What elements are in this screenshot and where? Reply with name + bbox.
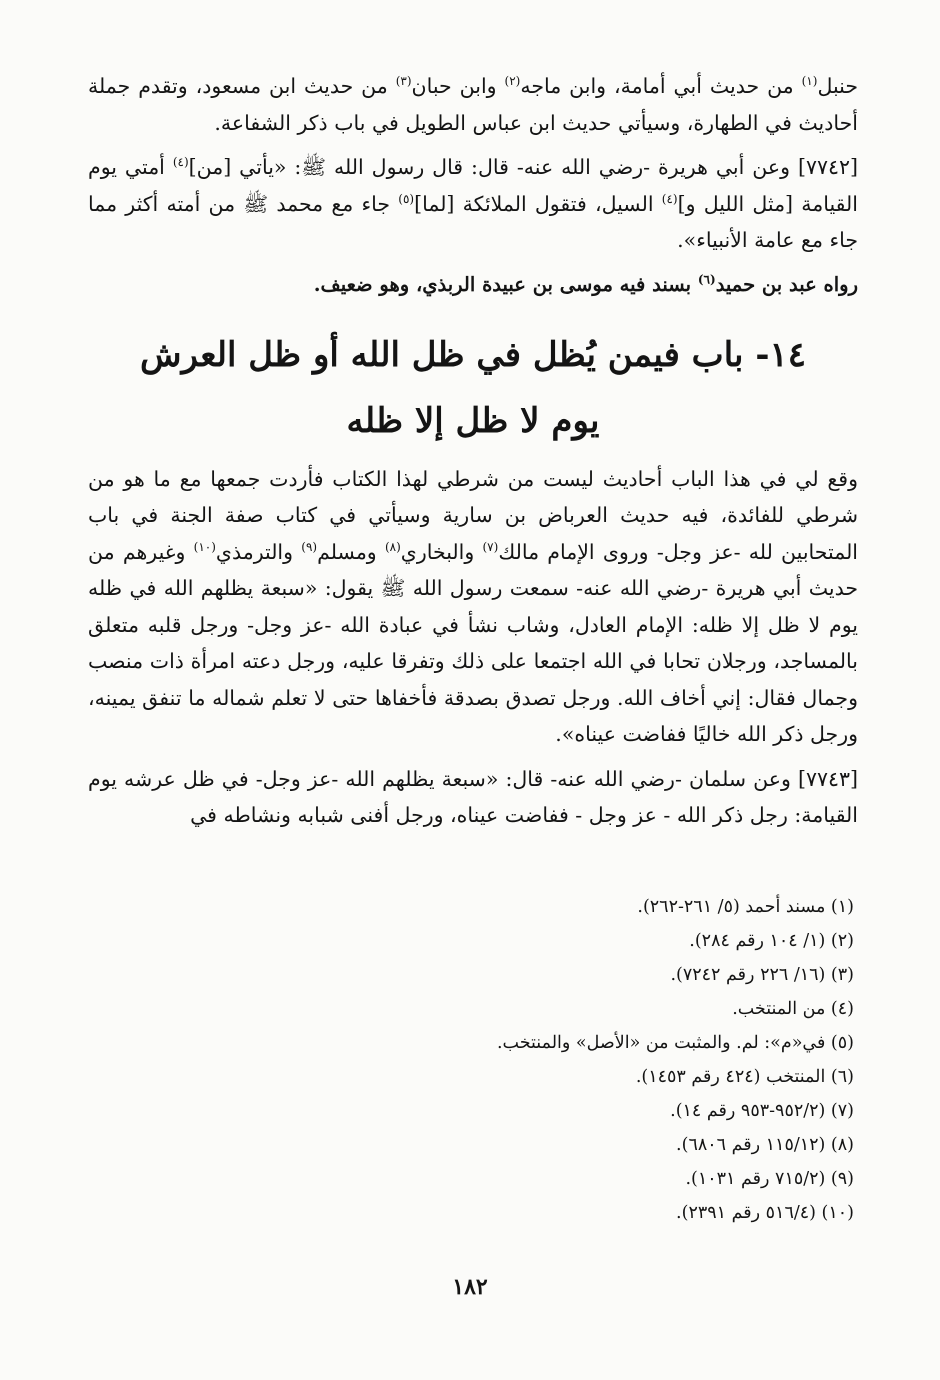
footnote: (٥) في«م»: لم. والمثبت من «الأصل» والمنتخب. — [496, 1033, 854, 1053]
text-run: ومسلم — [317, 539, 385, 564]
footnote: (١٠) (٥١٦/٤ رقم ٢٣٩١). — [676, 1203, 854, 1223]
text-run: حنبل — [817, 74, 859, 98]
footnote: (٩) (٧١٥/٢ رقم ١٠٣١). — [685, 1169, 854, 1189]
page-number: ١٨٢ — [452, 1274, 488, 1300]
footnote-ref: (٥) — [398, 191, 415, 206]
footnote-ref: (٨) — [384, 539, 401, 554]
text-run: بسند فيه موسى بن عبيدة الربذي، وهو ضعيف. — [313, 272, 698, 296]
text-run: وغيرهم من حديث أبي هريرة -رضي الله عنه- سمعت رسول الله ﷺ يقول: «سبعة يظلهم الله في ظله يوم لا ظل إلا ظله: الإمام العادل، وشاب نشأ في عبادة الله -عز وجل- ورجل قلبه متعلق بالمساجد، ورجلان تحابا في الله اجتمعا على ذلك وتفرقا عليه، ورجل دعته امرأة ذات منصب وجمال فقال: إني أخاف الله. ورجل تصدق بصدقة فأخفاها حتى لا تعلم شماله ما تنفق يمينه، ورجل ذكر الله خاليًا ففاضت عيناه». — [88, 539, 858, 746]
main-text — [88, 68, 858, 834]
paragraph-1 — [88, 68, 858, 141]
text-run: وقع لي في هذا الباب أحاديث ليست من شرطي لهذا الكتاب فأردت جمعها مع ما هو من شرطي للفائدة، فيه حديث العرباض بن سارية وسيأتي في كتاب صفة الجنة في باب المتحابين لله -عز وجل- وروى الإمام مالك — [88, 466, 859, 564]
footnote: (٤) من المنتخب. — [732, 999, 854, 1019]
footnote-ref: (١) — [801, 74, 818, 89]
footnote-ref: (٣) — [395, 74, 412, 89]
footnote-ref: (٤) — [172, 155, 189, 170]
paragraph-intro — [88, 461, 858, 753]
hadith-7742 — [88, 149, 858, 259]
narration-note — [88, 267, 858, 303]
hadith-7743: [٧٧٤٣] وعن سلمان -رضي الله عنه- قال: «سبعة يظلهم الله -عز وجل- في ظل عرشه يوم القيامة: رجل ذكر الله - عز وجل - ففاضت عيناه، ورجل أفنى شبابه ونشاطه في — [88, 766, 858, 827]
footnote: (٦) المنتخب (٤٢٤ رقم ١٤٥٣). — [635, 1067, 854, 1087]
text-run: من حديث أبي أمامة، وابن ماجه — [520, 74, 802, 98]
footnote-ref: (٦) — [697, 272, 716, 286]
footnote-ref: (١٠) — [193, 539, 216, 554]
text-run: جاء مع محمد ﷺ من أمته أكثر مما جاء مع عامة الأنبياء». — [88, 191, 858, 252]
footnote-ref: (٢) — [504, 74, 521, 89]
chapter-heading-line-2: يوم لا ظل إلا ظله — [346, 400, 600, 441]
footnote-ref: (٩) — [301, 539, 318, 554]
text-run: أمتي يوم القيامة [مثل الليل و] — [88, 155, 858, 216]
text-run: من حديث ابن مسعود، وتقدم جملة أحاديث في الطهارة، وسيأتي حديث ابن عباس الطويل في باب ذكر الشفاعة. — [88, 74, 858, 135]
chapter-heading: ١٤- باب فيمن يُظل في ظل الله أو ظل العرش — [140, 334, 806, 375]
text-run: رواه عبد بن حميد — [715, 272, 858, 296]
text-run: [٧٧٤٢] وعن أبي هريرة -رضي الله عنه- قال: قال رسول الله ﷺ: «يأتي [من] — [188, 155, 858, 179]
text-run: والبخاري — [400, 539, 483, 564]
footnote: (٨) (١١٥/١٢ رقم ٦٨٠٦). — [676, 1135, 854, 1155]
text-run: وابن حبان — [411, 74, 505, 98]
footnote: (٧) (٩٥٢/٢-٩٥٣ رقم ١٤). — [670, 1101, 854, 1121]
footnote: (٣) (١٦/ ٢٢٦ رقم ٧٢٤٢). — [670, 965, 854, 985]
footnote-ref: (٤) — [661, 191, 678, 206]
footnotes — [294, 890, 854, 1230]
footnote-ref: (٧) — [482, 539, 499, 554]
footnote: (٢) (١/ ١٠٤ رقم ٢٨٤). — [689, 931, 854, 951]
text-run: والترمذي — [215, 539, 302, 564]
text-run: السيل، فتقول الملائكة [لما] — [414, 191, 662, 216]
footnote: (١) مسند أحمد (٥/ ٢٦١-٢٦٢). — [637, 897, 854, 917]
